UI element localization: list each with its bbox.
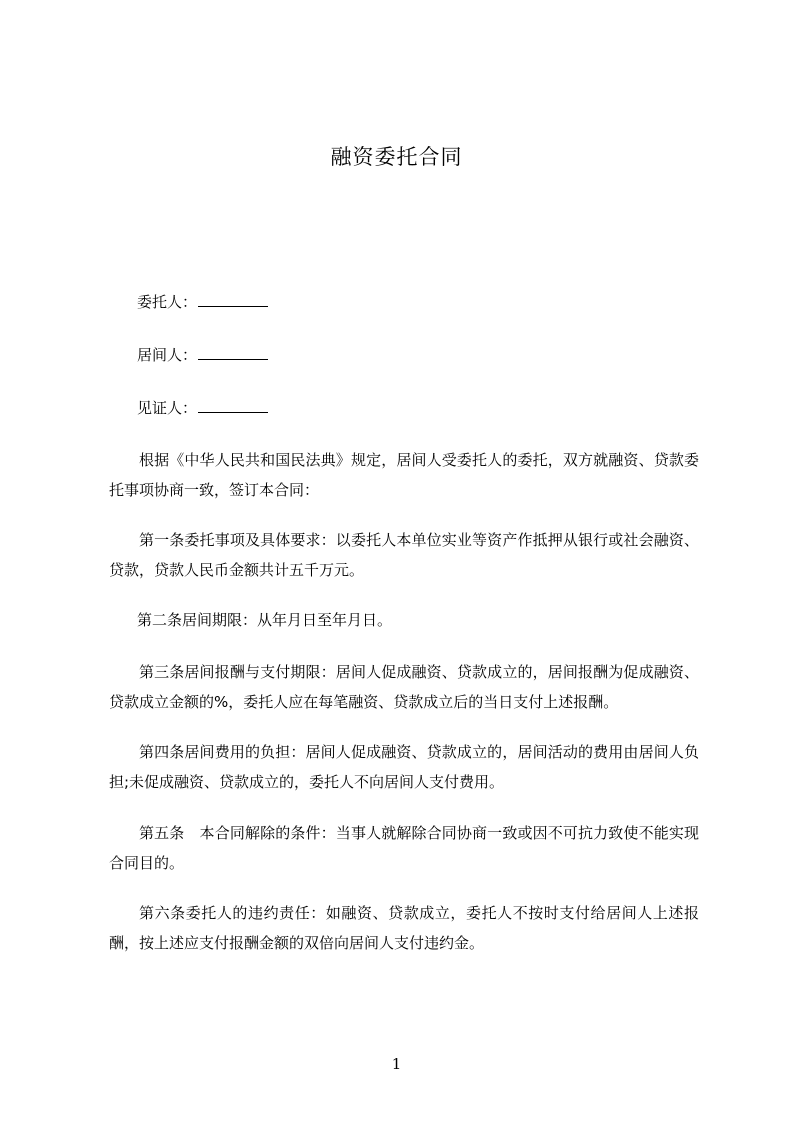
article-3: 第三条居间报酬与支付期限：居间人促成融资、贷款成立的，居间报酬为促成融资、贷款成立金额的%，委托人应在每笔融资、贷款成立后的当日支付上述报酬。 xyxy=(109,663,699,711)
article-5: 第五条 本合同解除的条件：当事人就解除合同协商一致或因不可抗力致使不能实现合同目的。 xyxy=(109,824,699,872)
party-label-principal: 委托人： xyxy=(137,293,198,311)
party-blank-intermediary xyxy=(198,345,268,360)
party-line-intermediary xyxy=(137,344,268,366)
article-4: 第四条居间费用的负担：居间人促成融资、贷款成立的，居间活动的费用由居间人负担;未促成融资、贷款成立的，委托人不向居间人支付费用。 xyxy=(109,743,699,791)
article-1: 第一条委托事项及具体要求：以委托人本单位实业等资产作抵押从银行或社会融资、贷款，贷款人民币金额共计五千万元。 xyxy=(109,531,699,579)
article-6: 第六条委托人的违约责任：如融资、贷款成立，委托人不按时支付给居间人上述报酬，按上述应支付报酬金额的双倍向居间人支付违约金。 xyxy=(109,904,699,952)
party-line-witness xyxy=(137,397,268,419)
party-blank-witness xyxy=(198,398,268,413)
article-2: 第二条居间期限：从年月日至年月日。 xyxy=(137,611,393,629)
preamble-paragraph: 根据《中华人民共和国民法典》规定，居间人受委托人的委托，双方就融资、贷款委托事项协商一致，签订本合同： xyxy=(109,451,699,499)
party-label-intermediary: 居间人： xyxy=(137,346,198,364)
contract-title: 融资委托合同 xyxy=(330,145,463,169)
party-blank-principal xyxy=(198,292,268,307)
page-number: 1 xyxy=(391,1055,402,1073)
party-line-principal xyxy=(137,291,268,313)
party-label-witness: 见证人： xyxy=(137,399,198,417)
